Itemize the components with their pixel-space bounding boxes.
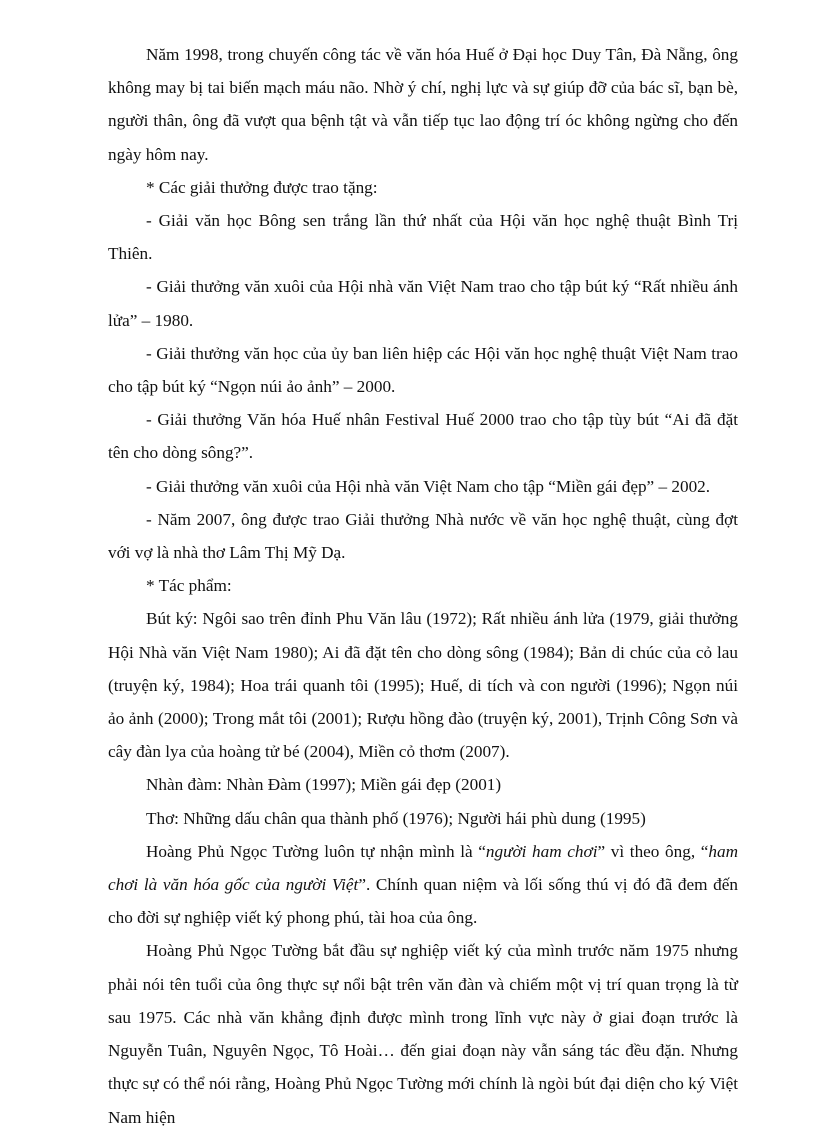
quote-text-part: ” vì theo ông, “ (597, 841, 709, 861)
award-item-ngon-nui-ao-anh: - Giải thưởng văn học của ủy ban liên hiệp các Hội văn học nghệ thuật Việt Nam trao cho tập bút ký “Ngọn núi ảo ảnh” – 2000. (108, 343, 738, 397)
works-nhan-dam: Nhàn đàm: Nhàn Đàm (1997); Miền gái đẹp (2001) (146, 775, 502, 795)
award-item-festival-hue: - Giải thưởng Văn hóa Huế nhân Festival Huế 2000 trao cho tập tùy bút “Ai đã đặt tên cho dòng sông?”. (108, 410, 738, 463)
works-tho: Thơ: Những dấu chân qua thành phố (1976); Người hái phù dung (1995) (146, 808, 646, 828)
paragraph-career: Hoàng Phủ Ngọc Tường bắt đầu sự nghiệp viết ký của mình trước năm 1975 nhưng phải nói tên tuổi của ông thực sự nổi bật trên văn đàn và chiếm một vị trí quan trọng là từ sau 1975. Các nhà văn khẳng định được mình trong lĩnh vực này ở giai đoạn trước là Nguyễn Tuân, Nguyên Ngọc, Tô Hoài… đến giai đoạn này vẫn sáng tác đều đặn. Nhưng thực sự có thể nói rằng, Hoàng Phủ Ngọc Tường mới chính là ngòi bút đại diện cho ký Việt Nam hiện (108, 941, 738, 1127)
quote-italic-nguoi-ham-choi: người ham chơi (485, 841, 598, 861)
works-but-ky: Bút ký: Ngôi sao trên đỉnh Phu Văn lâu (1972); Rất nhiều ánh lửa (1979, giải thưởng Hội Nhà văn Việt Nam 1980); Ai đã đặt tên cho dòng sông (1984); Bản di chúc của cỏ lau (truyện ký, 1984); Hoa trái quanh tôi (1995); Huế, di tích và con người (1996); Ngọn núi ảo ảnh (2000); Trong mắt tôi (2001); Rượu hồng đào (truyện ký, 2001), Trịnh Công Sơn và cây đàn lya của hoàng tử bé (2004), Miền cỏ thơm (2007). (108, 609, 738, 762)
award-item-bong-sen-trang: - Giải văn học Bông sen trắng lần thứ nhất của Hội văn học nghệ thuật Bình Trị Thiên. (108, 211, 738, 264)
quote-text-part: ”. Chính quan niệm và lối sống thú vị đó đã đem đến cho đời sự nghiệp viết ký phong phú, tài hoa của ông. (108, 875, 738, 928)
paragraph-ham-choi (108, 835, 738, 935)
heading-awards: * Các giải thưởng được trao tặng: (146, 177, 378, 197)
quote-text-part: Hoàng Phủ Ngọc Tường luôn tự nhận mình là “ (146, 841, 486, 861)
document-page (108, 38, 738, 1134)
award-item-state-prize: - Năm 2007, ông được trao Giải thưởng Nhà nước về văn học nghệ thuật, cùng đợt với vợ là nhà thơ Lâm Thị Mỹ Dạ. (108, 509, 738, 563)
heading-works: * Tác phẩm: (146, 576, 232, 596)
quote-italic-van-hoa-goc: ham chơi là văn hóa gốc của người Việt (108, 841, 739, 895)
award-item-mien-gai-dep: - Giải thưởng văn xuôi của Hội nhà văn Việt Nam cho tập “Miền gái đẹp” – 2002. (146, 476, 711, 496)
paragraph-stroke-history: Năm 1998, trong chuyến công tác về văn hóa Huế ở Đại học Duy Tân, Đà Nẵng, ông không may bị tai biến mạch máu não. Nhờ ý chí, nghị lực và sự giúp đỡ của bác sĩ, bạn bè, người thân, ông đã vượt qua bệnh tật và vẫn tiếp tục lao động trí óc không ngừng cho đến ngày hôm nay. (108, 45, 738, 164)
award-item-rat-nhieu-anh-lua: - Giải thưởng văn xuôi của Hội nhà văn Việt Nam trao cho tập bút ký “Rất nhiều ánh lửa” – 1980. (108, 277, 738, 330)
